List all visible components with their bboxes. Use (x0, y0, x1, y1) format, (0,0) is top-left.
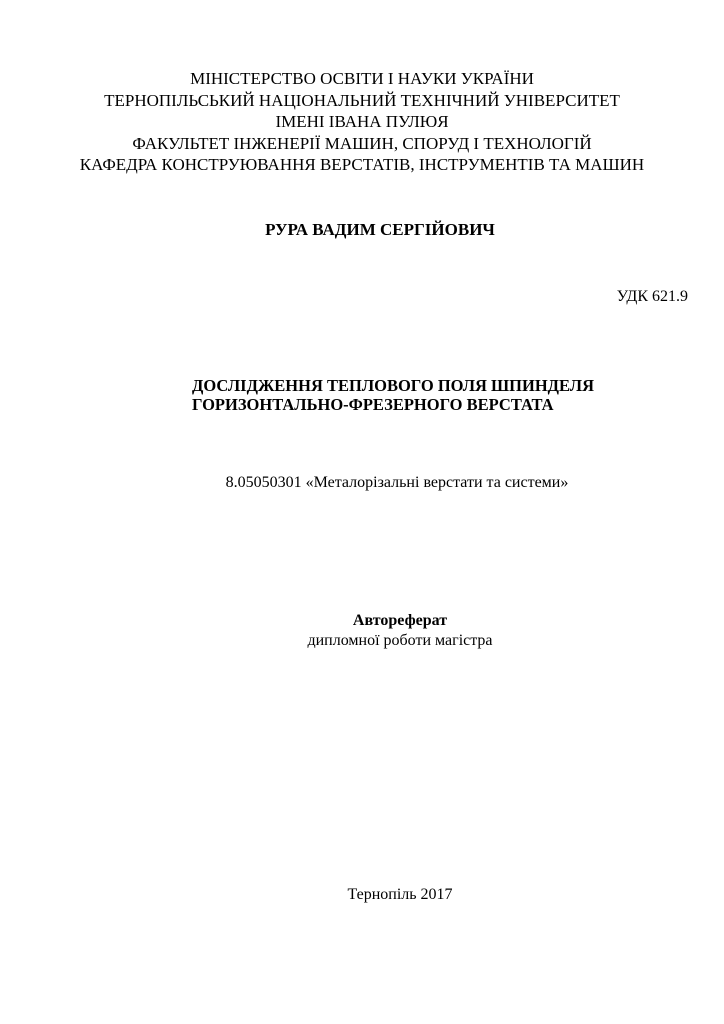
udc-code: УДК 621.9 (616, 288, 688, 305)
document-subtitle: дипломної роботи магістра (307, 632, 493, 649)
faculty-line: ФАКУЛЬТЕТ ІНЖЕНЕРІЇ МАШИН, СПОРУД І ТЕХНОЛОГІЙ (132, 133, 592, 153)
specialty-code: 8.05050301 «Металорізальні верстати та системи» (225, 474, 569, 491)
institution-header (0, 68, 724, 176)
document-type: Автореферат (352, 612, 448, 629)
university-name-line: ІМЕНІ ІВАНА ПУЛЮЯ (275, 112, 449, 131)
ministry-line: МІНІСТЕРСТВО ОСВІТИ І НАУКИ УКРАЇНИ (190, 69, 534, 88)
city-year: Тернопіль 2017 (347, 886, 453, 903)
author-name: РУРА ВАДИМ СЕРГІЙОВИЧ (265, 220, 495, 239)
thesis-title-line-2: ГОРИЗОНТАЛЬНО-ФРЕЗЕРНОГО ВЕРСТАТА (192, 395, 554, 414)
thesis-title-line-1: ДОСЛІДЖЕННЯ ТЕПЛОВОГО ПОЛЯ ШПИНДЕЛЯ (192, 376, 595, 395)
department-line: КАФЕДРА КОНСТРУЮВАННЯ ВЕРСТАТІВ, ІНСТРУМЕНТІВ ТА МАШИН (79, 155, 645, 174)
thesis-title (192, 376, 594, 414)
university-line: ТЕРНОПІЛЬСЬКИЙ НАЦІОНАЛЬНИЙ ТЕХНІЧНИЙ УНІВЕРСИТЕТ (104, 90, 620, 110)
